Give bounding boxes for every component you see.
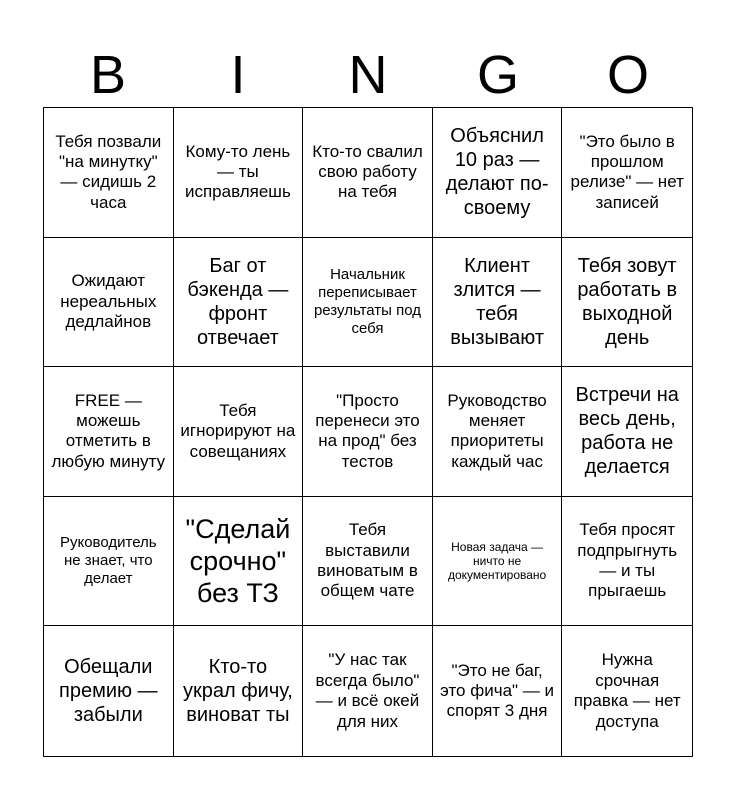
bingo-cell[interactable]: Новая задача — ничто не документировано — [433, 497, 563, 627]
header-letter-b: B — [89, 45, 127, 105]
header-letter-o: O — [606, 45, 649, 105]
bingo-cell[interactable]: "Это было в прошлом релизе" — нет записей — [562, 108, 692, 238]
bingo-cell[interactable]: Кто-то свалил свою работу на тебя — [303, 108, 433, 238]
bingo-cell[interactable]: Баг от бэкенда — фронт отвечает — [174, 238, 304, 368]
bingo-cell[interactable]: Кому-то лень — ты исправляешь — [174, 108, 304, 238]
bingo-cell[interactable]: Тебя просят подпрыгнуть — и ты прыгаешь — [562, 497, 692, 627]
bingo-cell[interactable]: "Это не баг, это фича" — и спорят 3 дня — [433, 626, 563, 756]
bingo-cell[interactable]: Тебя игнорируют на совещаниях — [174, 367, 304, 497]
bingo-cell[interactable]: Руководитель не знает, что делает — [44, 497, 174, 627]
header-letter-n: N — [348, 45, 388, 105]
bingo-cell[interactable]: Встречи на весь день, работа не делается — [562, 367, 692, 497]
bingo-cell[interactable]: Тебя позвали "на минутку" — сидишь 2 часа — [44, 108, 174, 238]
bingo-cell[interactable]: Руководство меняет приоритеты каждый час — [433, 367, 563, 497]
bingo-cell[interactable]: "У нас так всегда было" — и всё окей для них — [303, 626, 433, 756]
bingo-board — [43, 107, 693, 757]
bingo-cell[interactable]: Объяснил 10 раз — делают по-своему — [433, 108, 563, 238]
bingo-cell[interactable]: "Сделай срочно" без ТЗ — [174, 497, 304, 627]
bingo-cell[interactable]: Ожидают нереальных дедлайнов — [44, 238, 174, 368]
bingo-cell[interactable]: Кто-то украл фичу, виноват ты — [174, 626, 304, 756]
bingo-cell[interactable]: Тебя зовут работать в выходной день — [562, 238, 692, 368]
header-letter-i: I — [230, 45, 246, 105]
bingo-cell[interactable]: Начальник переписывает результаты под себя — [303, 238, 433, 368]
bingo-cell[interactable]: "Просто перенеси это на прод" без тестов — [303, 367, 433, 497]
bingo-header — [43, 42, 693, 108]
bingo-cell-free[interactable]: FREE — можешь отметить в любую минуту — [44, 367, 174, 497]
bingo-cell[interactable]: Клиент злится — тебя вызывают — [433, 238, 563, 368]
bingo-cell[interactable]: Обещали премию — забыли — [44, 626, 174, 756]
header-letter-g: G — [476, 45, 519, 105]
bingo-cell[interactable]: Тебя выставили виноватым в общем чате — [303, 497, 433, 627]
bingo-cell[interactable]: Нужна срочная правка — нет доступа — [573, 650, 681, 731]
